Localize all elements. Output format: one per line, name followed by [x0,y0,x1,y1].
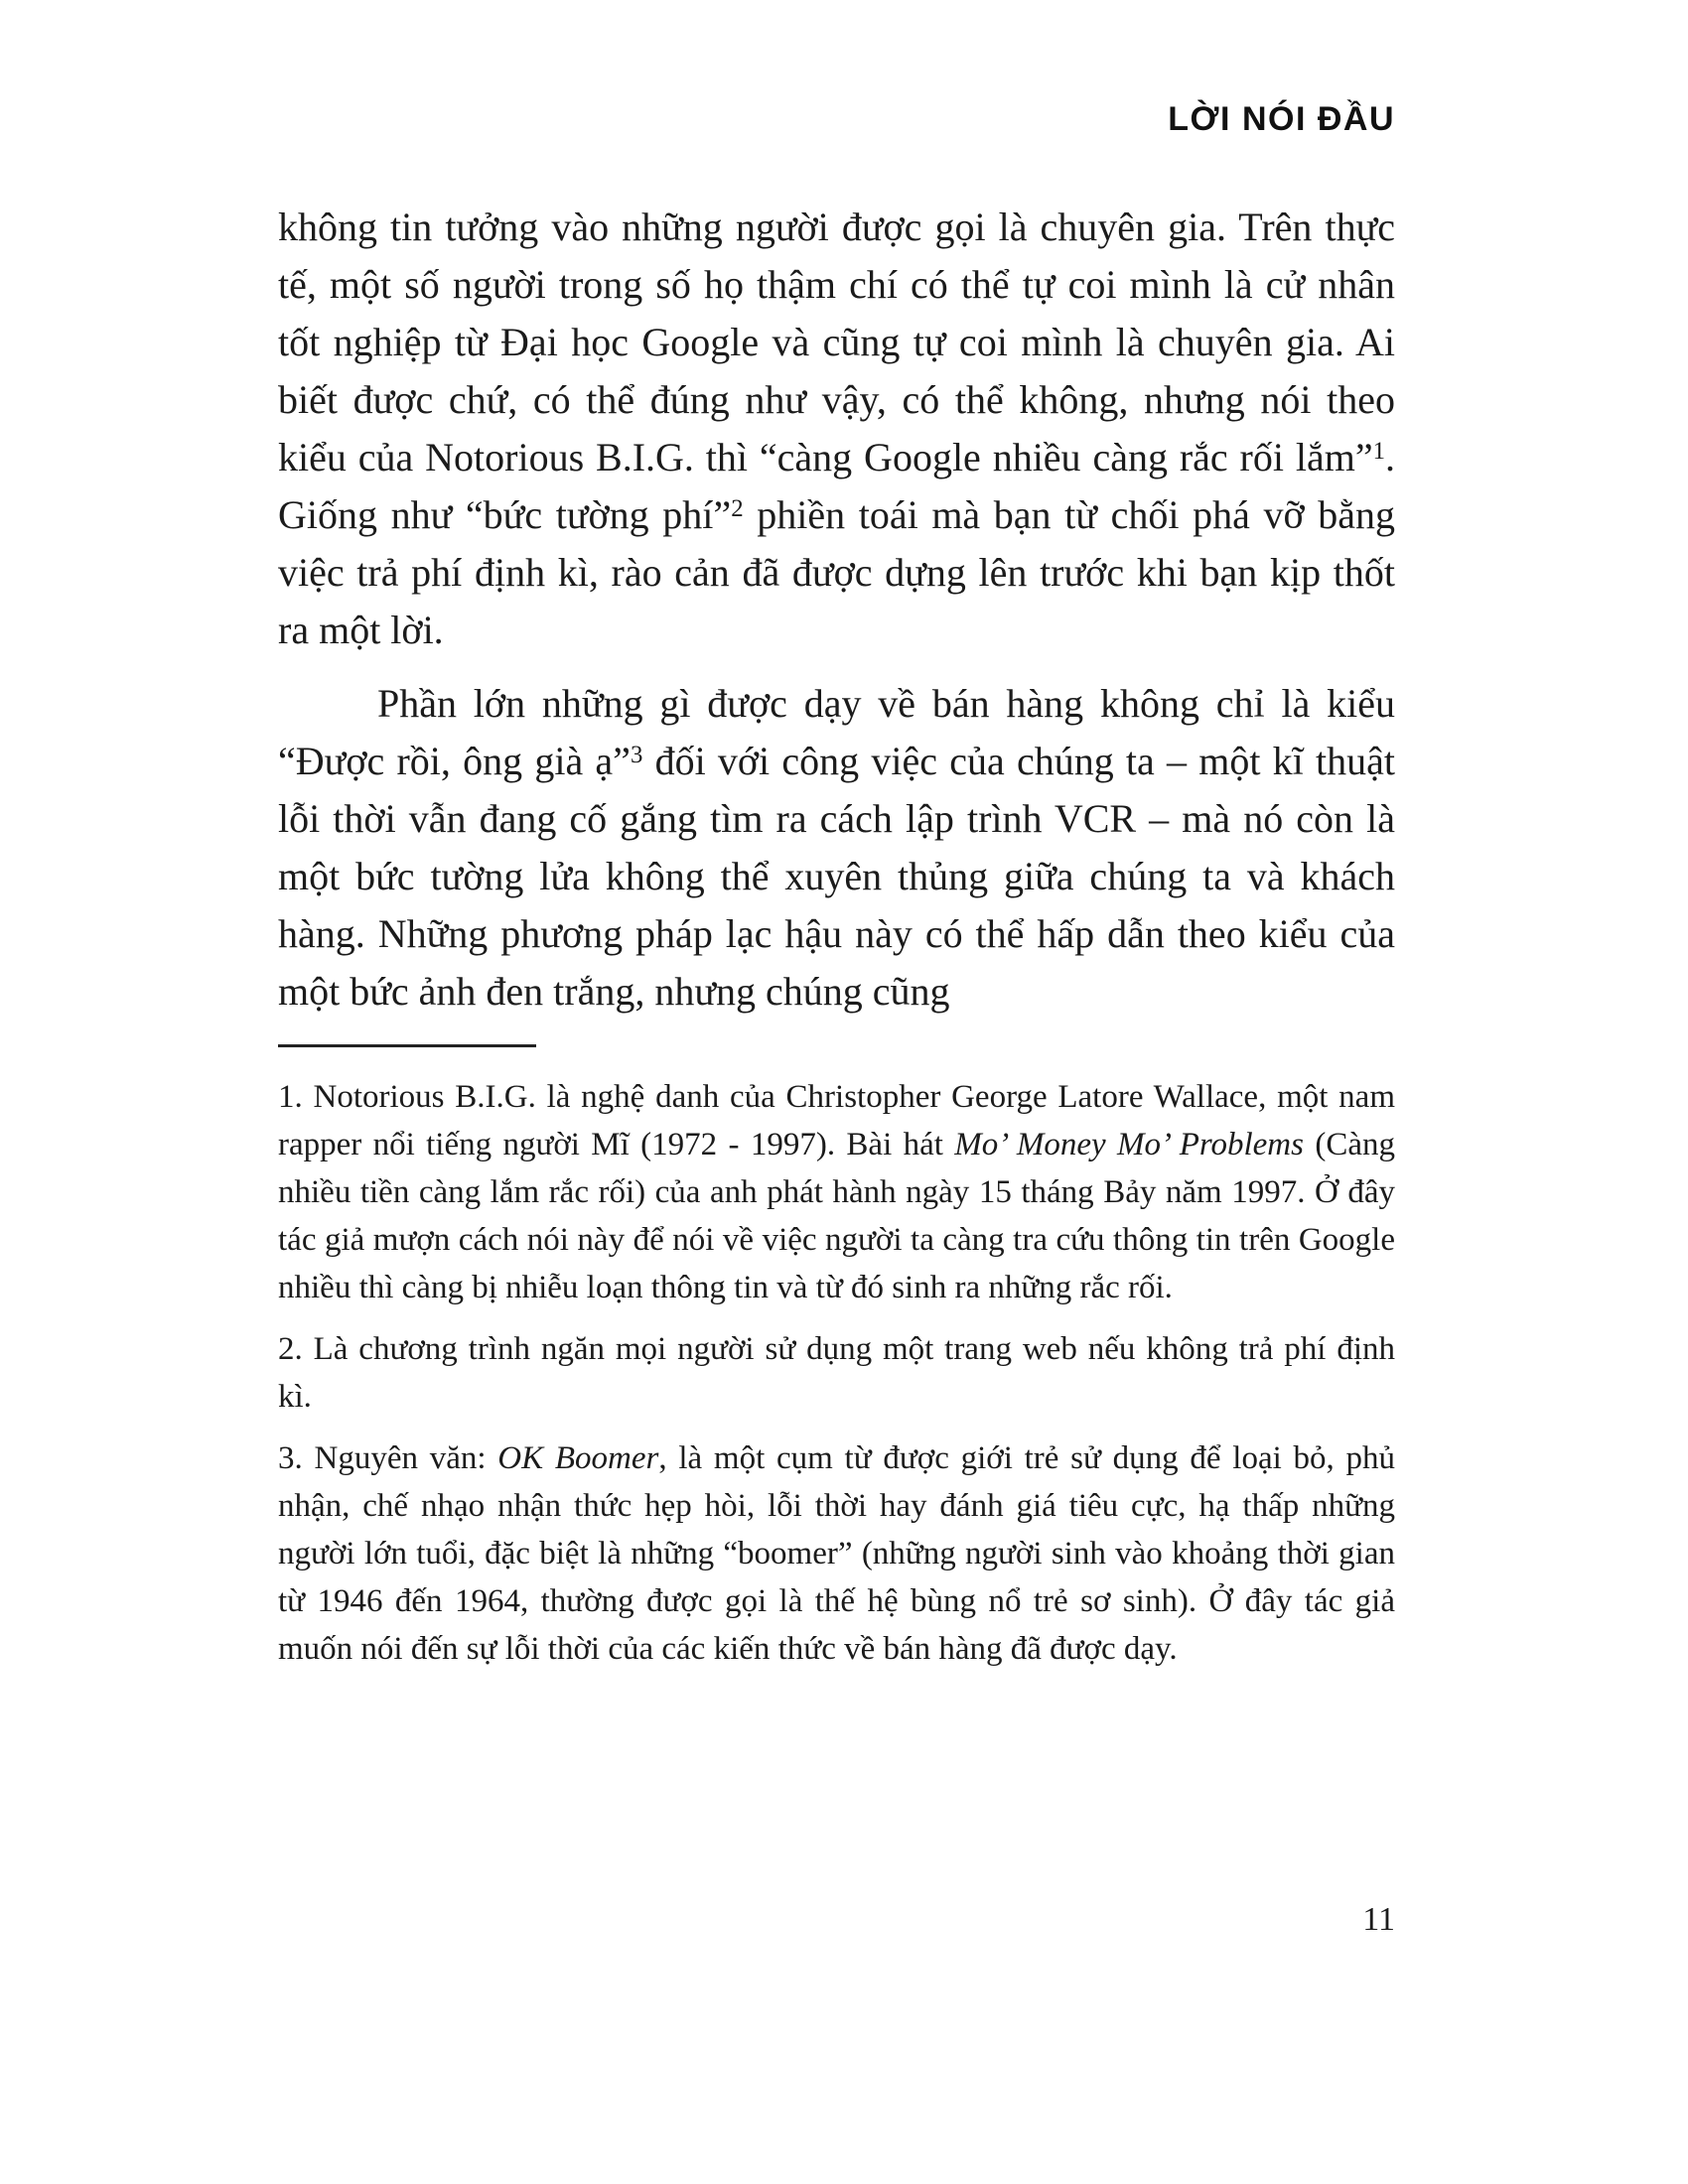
body-text [278,199,1395,1021]
footnote-marker: 2 [731,494,744,522]
text-segment: không tin tưởng vào những người được gọi là chuyên gia. Trên thực tế, một số người trong số họ thậm chí có thể tự coi mình là cử nhân tốt nghiệp từ Đại học Google và cũng tự coi mình là chuyên gia. Ai biết được chứ, có thể đúng như vậy, có thể không, nhưng nói theo kiểu của Notorious B.I.G. thì “càng Google nhiều càng rắc rối lắm” [278,205,1395,479]
footnote-separator [278,1044,536,1047]
text-segment: 3. Nguyên văn: [278,1440,498,1476]
text-segment: , là một cụm từ được giới trẻ sử dụng để loại bỏ, phủ nhận, chế nhạo nhận thức hẹp hòi, lỗi thời hay đánh giá tiêu cực, hạ thấp những người lớn tuổi, đặc biệt là những “boomer” (những người sinh vào khoảng thời gian từ 1946 đến 1964, thường được gọi là thế hệ bùng nổ trẻ sơ sinh). Ở đây tác giả muốn nói đến sự lỗi thời của các kiến thức về bán hàng đã được dạy. [278,1440,1395,1667]
text-segment: phiền toái mà bạn từ chối phá vỡ bằng việc trả phí định kì, rào cản đã được dựng lên trước khi bạn kịp thốt ra một lời. [278,492,1395,652]
text-segment: . Giống như “bức tường phí” [278,435,1395,537]
page-content [278,99,1395,1687]
italic-text-segment: Mo’ Money Mo’ Problems [954,1127,1304,1162]
footnote-marker: 1 [1372,437,1385,465]
text-segment: (Càng nhiều tiền càng lắm rắc rối) của anh phát hành ngày 15 tháng Bảy năm 1997. Ở đây tác giả mượn cách nói này để nói về việc người ta càng tra cứu thông tin trên Google nhiều thì càng bị nhiễu loạn thông tin và từ đó sinh ra những rắc rối. [278,1127,1395,1305]
text-segment: 1. Notorious B.I.G. là nghệ danh của Christopher George Latore Wallace, một nam rapper nổi tiếng người Mĩ (1972 - 1997). Bài hát [278,1079,1395,1162]
text-segment: đối với công việc của chúng ta – một kĩ thuật lỗi thời vẫn đang cố gắng tìm ra cách lập trình VCR – mà nó còn là một bức tường lửa không thể xuyên thủng giữa chúng ta và khách hàng. Những phương pháp lạc hậu này có thể hấp dẫn theo kiểu của một bức ảnh đen trắng, nhưng chúng cũng [278,739,1395,1014]
running-head: LỜI NÓI ĐẦU [1168,100,1395,138]
footnote-marker: 3 [630,741,643,768]
text-segment: 2. Là chương trình ngăn mọi người sử dụng một trang web nếu không trả phí định kì. [278,1331,1395,1415]
footnote-2 [278,1325,1395,1421]
footnote-3 [278,1434,1395,1673]
paragraph [278,675,1395,1021]
text-segment: Phần lớn những gì được dạy về bán hàng không chỉ là kiểu “Được rồi, ông già ạ” [278,681,1395,783]
italic-text-segment: OK Boomer [497,1440,659,1476]
paragraph [278,199,1395,659]
footnote-1 [278,1073,1395,1311]
page-number: 11 [1362,1901,1395,1938]
footnotes-block [278,1073,1395,1673]
